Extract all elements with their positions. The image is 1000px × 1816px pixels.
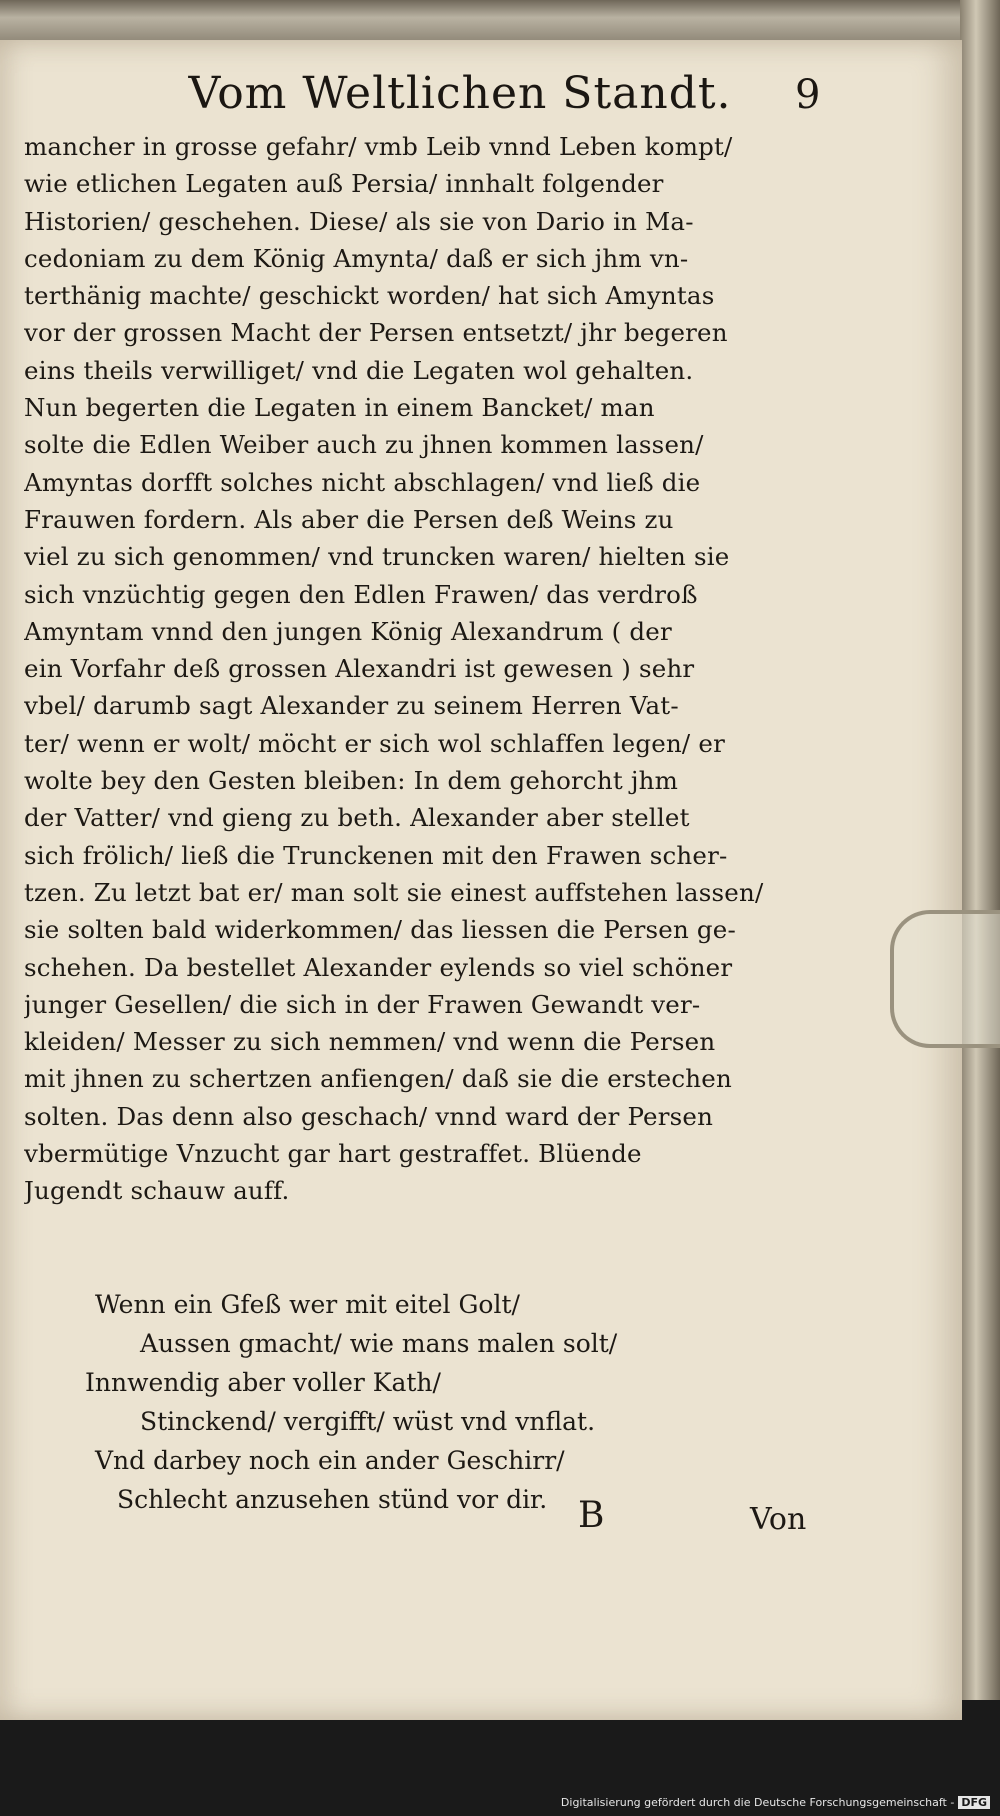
text-line: sie solten bald widerkommen/ das liessen die Persen ge- xyxy=(24,915,736,945)
text-line: terthänig machte/ geschickt worden/ hat sich Amyntas xyxy=(24,281,715,311)
text-line: vbel/ darumb sagt Alexander zu seinem Herren Vat- xyxy=(24,691,679,721)
verse-line: Innwendig aber voller Kath/ xyxy=(85,1368,441,1397)
verse-line: Aussen gmacht/ wie mans malen solt/ xyxy=(140,1329,618,1358)
text-line: tzen. Zu letzt bat er/ man solt sie einest auffstehen lassen/ xyxy=(24,877,764,907)
running-head: Vom Weltlichen Standt. xyxy=(188,68,732,119)
body-text xyxy=(24,128,824,1210)
text-line: Jugendt schauw auff. xyxy=(24,1176,290,1206)
text-line: ter/ wenn er wolt/ möcht er sich wol schlaffen legen/ er xyxy=(24,728,725,758)
signature-mark: B xyxy=(578,1495,605,1536)
text-line: wie etlichen Legaten auß Persia/ innhalt folgender xyxy=(24,169,664,199)
verse-block xyxy=(85,1285,835,1519)
text-line: Nun begerten die Legaten in einem Bancket/ man xyxy=(24,393,655,423)
verse-line: Vnd darbey noch ein ander Geschirr/ xyxy=(95,1446,565,1475)
text-line: solte die Edlen Weiber auch zu jhnen kommen lassen/ xyxy=(24,430,704,460)
book-right-edge xyxy=(960,0,1000,1700)
text-line: mancher in grosse gefahr/ vmb Leib vnnd Leben kompt/ xyxy=(24,132,733,161)
text-line: mit jhnen zu schertzen anfiengen/ daß sie die erstechen xyxy=(24,1064,732,1094)
text-line: sich frölich/ ließ die Trunckenen mit den Frawen scher- xyxy=(24,840,728,870)
text-line: cedoniam zu dem König Amynta/ daß er sich jhm vn- xyxy=(24,243,689,273)
dfg-logo: DFG xyxy=(958,1796,990,1809)
text-line: Amyntas dorfft solches nicht abschlagen/ vnd ließ die xyxy=(24,467,701,497)
page-number: 9 xyxy=(795,72,821,118)
verse-line: Wenn ein Gfeß wer mit eitel Golt/ xyxy=(95,1290,520,1319)
text-line: vor der grossen Macht der Persen entsetzt/ jhr begeren xyxy=(24,318,728,348)
text-line: wolte bey den Gesten bleiben: In dem gehorcht jhm xyxy=(24,766,679,796)
text-line: vbermütige Vnzucht gar hart gestraffet. Blüende xyxy=(24,1139,642,1169)
verse-line: Stinckend/ vergifft/ wüst vnd vnflat. xyxy=(140,1407,596,1436)
catchword: Von xyxy=(750,1502,807,1537)
text-line: junger Gesellen/ die sich in der Frawen Gewandt ver- xyxy=(24,989,701,1019)
text-line: schehen. Da bestellet Alexander eylends so viel schöner xyxy=(24,952,733,982)
text-line: der Vatter/ vnd gieng zu beth. Alexander aber stellet xyxy=(24,803,690,833)
verse-line: Schlecht anzusehen stünd vor dir. xyxy=(117,1485,548,1514)
text-line: kleiden/ Messer zu sich nemmen/ vnd wenn die Persen xyxy=(24,1027,716,1057)
text-line: eins theils verwilliget/ vnd die Legaten wol gehalten. xyxy=(24,355,694,385)
page-clip xyxy=(890,910,1000,1048)
text-line: Historien/ geschehen. Diese/ als sie von Dario in Ma- xyxy=(24,206,694,236)
text-line: sich vnzüchtig gegen den Edlen Frawen/ das verdroß xyxy=(24,579,698,609)
book-top-edge xyxy=(0,0,960,44)
text-line: Frauwen fordern. Als aber die Persen deß Weins zu xyxy=(24,504,674,534)
text-line: solten. Das denn also geschach/ vnnd ward der Persen xyxy=(24,1101,714,1131)
text-line: ein Vorfahr deß grossen Alexandri ist gewesen ) sehr xyxy=(24,654,695,684)
text-line: viel zu sich genommen/ vnd truncken waren/ hielten sie xyxy=(24,542,730,572)
footer-credit xyxy=(561,1796,990,1809)
text-line: Amyntam vnnd den jungen König Alexandrum ( der xyxy=(24,616,672,646)
footer-text: Digitalisierung gefördert durch die Deutsche Forschungsgemeinschaft - xyxy=(560,1796,955,1809)
